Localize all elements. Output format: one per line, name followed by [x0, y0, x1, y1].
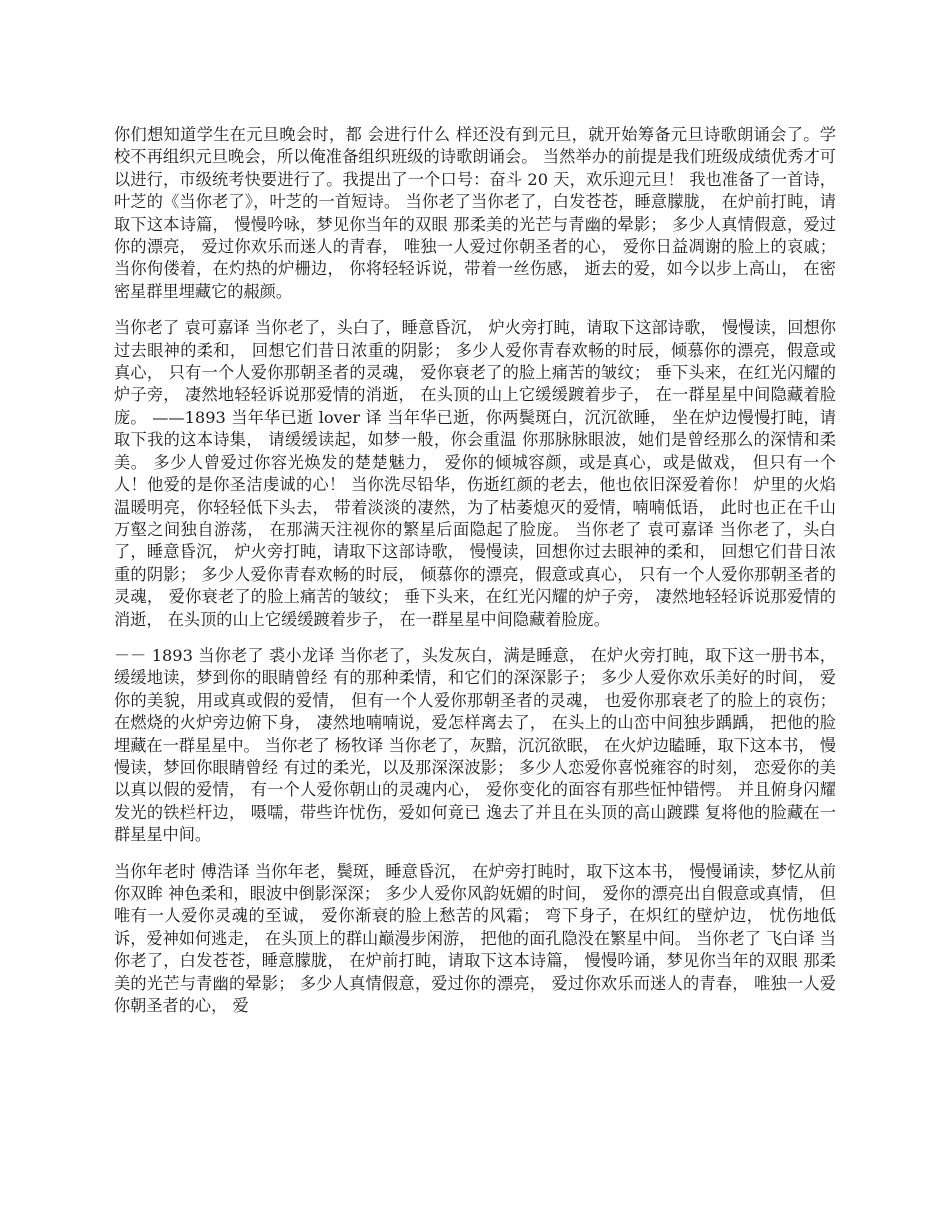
- document-body: [114, 124, 836, 1031]
- paragraph-1: 你们想知道学生在元旦晚会时，都 会进行什么 样还没有到元旦，就开始筹备元旦诗歌朗诵会了。学校不再组织元旦晚会，所以俺准备组织班级的诗歌朗诵会。 当然举办的前提是我们班级成绩优秀才可以进行，市级统考快要进行了。我提出了一个口号：奋斗 20 天，欢乐迎元旦！ 我也准备了一首诗，叶芝的《当你老了》，叶芝的一首短诗。 当你老了当你老了，白发苍苍，睡意朦胧， 在炉前打盹，请取下这本诗篇， 慢慢吟咏，梦见你当年的双眼 那柔美的光芒与青幽的晕影； 多少人真情假意，爱过你的漂亮， 爱过你欢乐而迷人的青春， 唯独一人爱过你朝圣者的心， 爱你日益凋谢的脸上的哀戚； 当你佝偻着，在灼热的炉栅边， 你将轻轻诉说，带着一丝伤感， 逝去的爱，如今以步上高山， 在密密星群里埋藏它的赧颜。: [114, 125, 836, 301]
- paragraph-4: 当你年老时 傅浩译 当你年老，鬓斑，睡意昏沉， 在炉旁打盹时，取下这本书， 慢慢诵读，梦忆从前你双眸 神色柔和，眼波中倒影深深； 多少人爱你风韵妩媚的时间， 爱你的漂亮出自假意或真情， 但唯有一人爱你灵魂的至诚， 爱你渐衰的脸上愁苦的风霜； 弯下身子，在炽红的壁炉边， 忧伤地低诉，爱神如何逃走， 在头顶上的群山巅漫步闲游， 把他的面孔隐没在繁星中间。 当你老了 飞白译 当你老了，白发苍苍，睡意朦胧， 在炉前打盹，请取下这本诗篇， 慢慢吟诵，梦见你当年的双眼 那柔美的光芒与青幽的晕影； 多少人真情假意，爱过你的漂亮， 爱过你欢乐而迷人的青春， 唯独一人爱你朝圣者的心， 爱: [114, 861, 836, 1016]
- paragraph-2: 当你老了 袁可嘉译 当你老了，头白了，睡意昏沉， 炉火旁打盹，请取下这部诗歌， 慢慢读，回想你过去眼神的柔和， 回想它们昔日浓重的阴影； 多少人爱你青春欢畅的时辰，倾慕你的漂亮，假意或真心， 只有一个人爱你那朝圣者的灵魂， 爱你衰老了的脸上痛苦的皱纹； 垂下头来，在红光闪耀的炉子旁， 凄然地轻轻诉说那爱情的消逝， 在头顶的山上它缓缓踱着步子， 在一群星星中间隐藏着脸庞。 ——1893 当年华已逝 lover 译 当年华已逝，你两鬓斑白，沉沉欲睡， 坐在炉边慢慢打盹，请取下我的这本诗集， 请缓缓读起，如梦一般，你会重温 你那脉脉眼波，她们是曾经那么的深情和柔美。 多少人曾爱过你容光焕发的楚楚魅力， 爱你的倾城容颜，或是真心，或是做戏， 但只有一个人！他爱的是你圣洁虔诚的心！ 当你洗尽铅华，伤逝红颜的老去，他也依旧深爱着你！ 炉里的火焰温暖明亮，你轻轻低下头去， 带着淡淡的凄然，为了枯萎熄灭的爱情，喃喃低语， 此时也正在千山万壑之间独自游荡， 在那满天注视你的繁星后面隐起了脸庞。 当你老了 袁可嘉译 当你老了，头白了，睡意昏沉， 炉火旁打盹，请取下这部诗歌， 慢慢读，回想你过去眼神的柔和， 回想它们昔日浓重的阴影； 多少人爱你青春欢畅的时辰， 倾慕你的漂亮，假意或真心， 只有一个人爱你那朝圣者的灵魂， 爱你衰老了的脸上痛苦的皱纹； 垂下头来，在红光闪耀的炉子旁， 凄然地轻轻诉说那爱情的消逝， 在头顶的山上它缓缓踱着步子， 在一群星星中间隐藏着脸庞。: [114, 318, 836, 629]
- paragraph-3: －－ 1893 当你老了 裘小龙译 当你老了，头发灰白，满是睡意， 在炉火旁打盹，取下这一册书本， 缓缓地读，梦到你的眼睛曾经 有的那种柔情，和它们的深深影子； 多少人爱你欢乐美好的时间， 爱你的美貌，用或真或假的爱情， 但有一个人爱你那朝圣者的灵魂， 也爱你那衰老了的脸上的哀伤； 在燃烧的火炉旁边俯下身， 凄然地喃喃说，爱怎样离去了， 在头上的山峦中间独步踽踽， 把他的脸埋藏在一群星星中。 当你老了 杨牧译 当你老了，灰黯，沉沉欲眠， 在火炉边瞌睡，取下这本书， 慢慢读，梦回你眼睛曾经 有过的柔光，以及那深深波影； 多少人恋爱你喜悦雍容的时刻， 恋爱你的美以真以假的爱情， 有一个人爱你朝山的灵魂内心， 爱你变化的面容有那些怔忡错愕。 并且俯身闪耀发光的铁栏杆边， 嗫嚅，带些许忧伤，爱如何竟已 逸去了并且在头顶的高山踱蹀 复将他的脸藏在一群星星中间。: [114, 645, 836, 845]
